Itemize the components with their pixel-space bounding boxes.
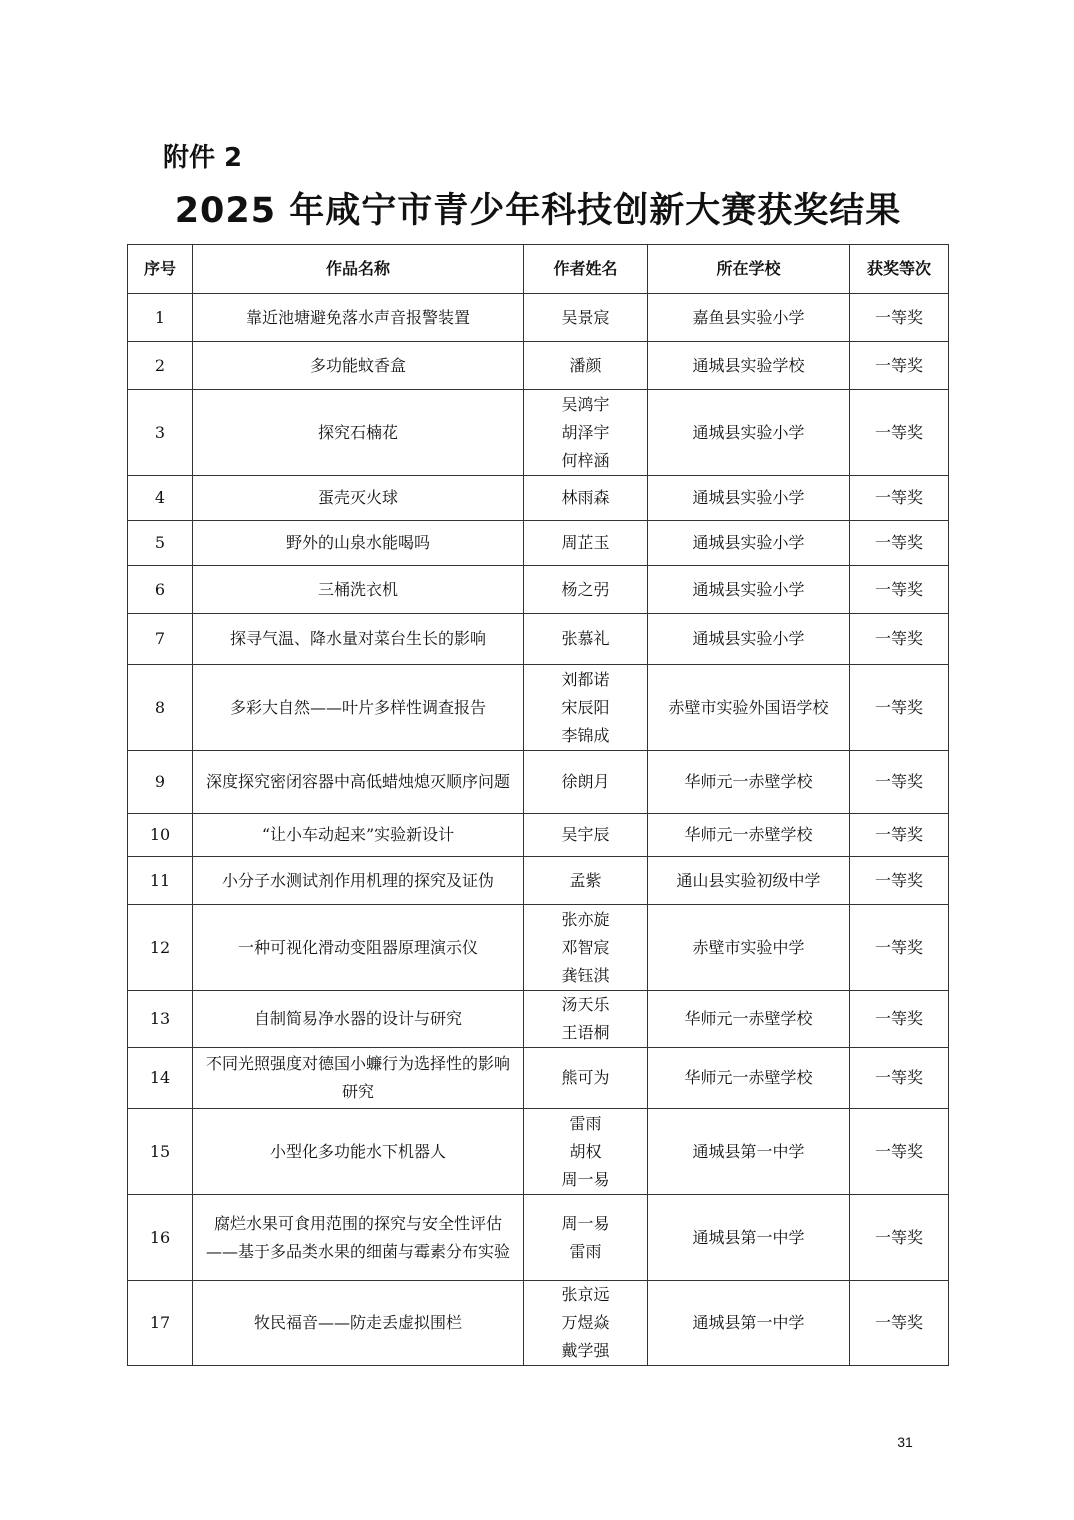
school-name: 通城县实验小学 [648,521,850,566]
table-row [128,905,949,991]
author-name: 潘颜 [569,355,602,375]
school-name: 通城县实验小学 [648,476,850,521]
school-name: 华师元一赤壁学校 [648,751,850,814]
author-name: 吴鸿宇 [561,394,610,414]
row-number: 17 [128,1281,193,1366]
row-number: 1 [128,294,193,342]
award-level: 一等奖 [850,814,949,857]
row-number: 10 [128,814,193,857]
work-title: 腐烂水果可食用范围的探究与安全性评估——基于多品类水果的细菌与霉素分布实验 [193,1195,524,1281]
row-number: 3 [128,390,193,476]
work-title: 小型化多功能水下机器人 [193,1109,524,1195]
authors-cell [524,476,648,521]
work-title: 探寻气温、降水量对菜台生长的影响 [193,614,524,665]
results-table [127,244,949,1366]
table-row [128,857,949,905]
authors-cell [524,991,648,1048]
page-title: 2025 年咸宁市青少年科技创新大赛获奖结果 [174,191,902,231]
authors-cell [524,751,648,814]
school-name: 通城县实验小学 [648,566,850,614]
work-title: 一种可视化滑动变阻器原理演示仪 [193,905,524,991]
author-name: 万煜焱 [561,1313,610,1332]
author-name: 张亦旋 [561,909,610,929]
author-name: 徐朗月 [561,772,610,791]
author-name: 吴景宸 [561,307,610,327]
award-level: 一等奖 [850,751,949,814]
row-number: 14 [128,1048,193,1109]
authors-cell [524,857,648,905]
author-name: 孟紫 [569,870,602,890]
school-name: 赤壁市实验中学 [648,905,850,991]
award-level: 一等奖 [850,1195,949,1281]
work-title: 不同光照强度对德国小蠊行为选择性的影响研究 [193,1048,524,1109]
award-level: 一等奖 [850,614,949,665]
authors-cell [524,665,648,751]
author-name: 邓智宸 [561,937,610,957]
author-name: 雷雨 [569,1241,602,1261]
award-level: 一等奖 [850,521,949,566]
award-level: 一等奖 [850,566,949,614]
award-level: 一等奖 [850,1048,949,1109]
authors-cell [524,1195,648,1281]
page-number: 31 [897,1434,913,1450]
author-name: 汤天乐 [561,995,610,1014]
school-name: 华师元一赤壁学校 [648,991,850,1048]
author-name: 吴宇辰 [561,825,610,844]
award-level: 一等奖 [850,905,949,991]
authors-cell [524,814,648,857]
authors-cell [524,614,648,665]
school-name: 嘉鱼县实验小学 [648,294,850,342]
author-name: 戴学强 [561,1341,610,1360]
row-number: 12 [128,905,193,991]
school-name: 通城县实验学校 [648,342,850,390]
authors-cell [524,342,648,390]
table-row [128,751,949,814]
results-body [128,294,949,1366]
author-name: 胡权 [569,1141,602,1161]
authors-cell [524,905,648,991]
work-title: 自制简易净水器的设计与研究 [193,991,524,1048]
table-row [128,1048,949,1109]
award-level: 一等奖 [850,476,949,521]
header-school: 所在学校 [648,245,850,294]
author-name: 李锦成 [561,725,610,745]
school-name: 通山县实验初级中学 [648,857,850,905]
table-row [128,476,949,521]
author-name: 周一易 [561,1169,610,1189]
award-level: 一等奖 [850,1109,949,1195]
authors-cell [524,390,648,476]
work-title: 牧民福音——防走丢虚拟围栏 [193,1281,524,1366]
authors-cell [524,566,648,614]
author-name: 张慕礼 [561,629,610,648]
header-award: 获奖等次 [850,245,949,294]
work-title: 三桶洗衣机 [193,566,524,614]
author-name: 宋辰阳 [561,697,610,717]
table-row [128,294,949,342]
work-title: 探究石楠花 [193,390,524,476]
work-title: “让小车动起来”实验新设计 [193,814,524,857]
work-title: 靠近池塘避免落水声音报警装置 [193,294,524,342]
row-number: 16 [128,1195,193,1281]
authors-cell [524,521,648,566]
award-level: 一等奖 [850,390,949,476]
author-name: 熊可为 [561,1068,610,1087]
author-name: 周一易 [561,1213,610,1233]
authors-cell [524,1281,648,1366]
author-name: 何梓涵 [561,450,610,470]
authors-cell [524,294,648,342]
attachment-label: 附件 2 [163,143,243,173]
author-name: 周芷玉 [561,533,610,552]
table-row [128,521,949,566]
row-number: 2 [128,342,193,390]
school-name: 通城县第一中学 [648,1109,850,1195]
row-number: 7 [128,614,193,665]
work-title: 深度探究密闭容器中高低蜡烛熄灭顺序问题 [193,751,524,814]
header-row [128,245,949,294]
school-name: 赤壁市实验外国语学校 [648,665,850,751]
table-row [128,814,949,857]
school-name: 通城县第一中学 [648,1281,850,1366]
author-name: 张京远 [561,1285,610,1304]
author-name: 龚钰淇 [561,965,610,985]
authors-cell [524,1109,648,1195]
table-row [128,566,949,614]
row-number: 4 [128,476,193,521]
header-authors: 作者姓名 [524,245,648,294]
row-number: 15 [128,1109,193,1195]
author-name: 刘都诺 [561,669,610,689]
table-row [128,1109,949,1195]
work-title: 野外的山泉水能喝吗 [193,521,524,566]
table-row [128,390,949,476]
author-name: 林雨森 [561,488,610,507]
table-row [128,342,949,390]
school-name: 通城县第一中学 [648,1195,850,1281]
table-row [128,665,949,751]
award-level: 一等奖 [850,1281,949,1366]
authors-cell [524,1048,648,1109]
table-row [128,1281,949,1366]
table-row [128,991,949,1048]
author-name: 胡泽宇 [561,422,610,442]
row-number: 5 [128,521,193,566]
author-name: 雷雨 [569,1113,602,1133]
work-title: 蛋壳灭火球 [193,476,524,521]
row-number: 6 [128,566,193,614]
school-name: 华师元一赤壁学校 [648,814,850,857]
header-work: 作品名称 [193,245,524,294]
row-number: 11 [128,857,193,905]
row-number: 8 [128,665,193,751]
school-name: 通城县实验小学 [648,614,850,665]
row-number: 9 [128,751,193,814]
table-row [128,1195,949,1281]
work-title: 小分子水测试剂作用机理的探究及证伪 [193,857,524,905]
table-row [128,614,949,665]
header-no: 序号 [128,245,193,294]
award-level: 一等奖 [850,342,949,390]
award-level: 一等奖 [850,991,949,1048]
award-level: 一等奖 [850,665,949,751]
award-level: 一等奖 [850,294,949,342]
school-name: 通城县实验小学 [648,390,850,476]
school-name: 华师元一赤壁学校 [648,1048,850,1109]
award-level: 一等奖 [850,857,949,905]
author-name: 王语桐 [561,1023,610,1042]
work-title: 多功能蚊香盒 [193,342,524,390]
author-name: 杨之弜 [561,579,610,599]
work-title: 多彩大自然——叶片多样性调查报告 [193,665,524,751]
row-number: 13 [128,991,193,1048]
